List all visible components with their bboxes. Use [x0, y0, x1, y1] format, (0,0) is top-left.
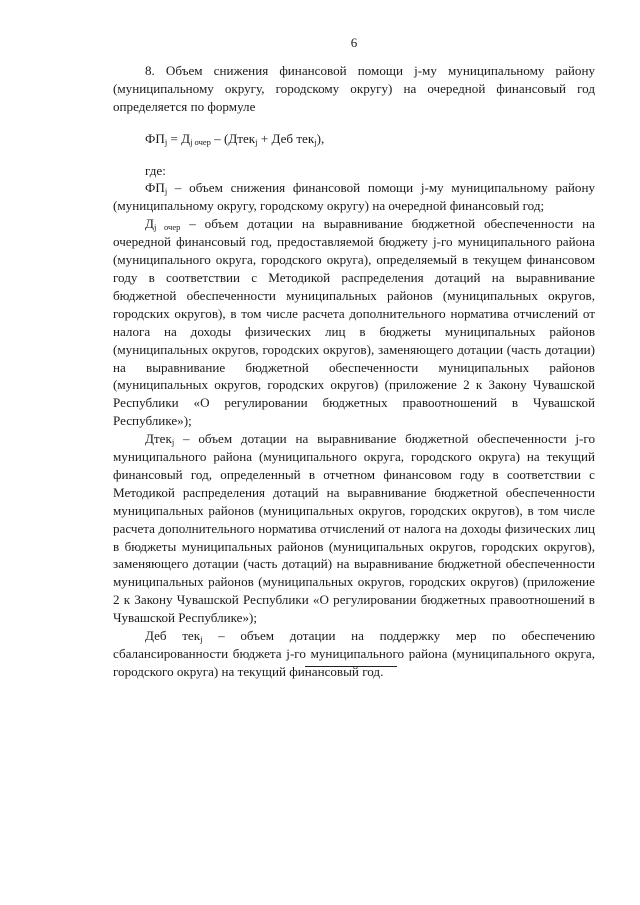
- formula-lhs-sub: j: [164, 136, 168, 147]
- definition-d-ocher: [113, 215, 595, 430]
- formula-mid-sub: j: [255, 136, 258, 147]
- definition-dtek-symbol: Дтек: [145, 431, 172, 447]
- definition-fp-symbol: ФП: [145, 180, 165, 196]
- definition-fp-sub: j: [164, 186, 168, 197]
- document-page: [113, 34, 595, 681]
- definition-deb-text: – объем дотации на поддержку мер по обеспечению сбалансированности бюджета j-го муниципального района (муниципального округа, городского округа) на текущий финансовый год.: [113, 628, 595, 679]
- definition-d-ocher-text: – объем дотации на выравнивание бюджетной обеспеченности на очередной финансовый год, предоставляемой бюджету j-го муниципального района (муниципального округа, городского округа), определяемый в текущем финансовом году в соответствии с Методикой распределения дотаций на выравнивание бюджетной обеспеченности муниципальных районов (муниципальных округов, городских округов), в том числе расчета дополнительного норматива отчислений от налога на доходы физических лиц в бюджеты муниципальных районов (муниципальных округов, городских округов), заменяющего дотации (часть дотации) на выравнивание бюджетной обеспеченности муниципальных районов (муниципальных округов, городских округов) (приложение 2 к Закону Чувашской Республики «О регулировании бюджетных правоотношений в Чувашской Республике»);: [113, 216, 595, 429]
- definition-d-ocher-symbol: Д: [145, 216, 154, 232]
- definition-dtek-text: – объем дотации на выравнивание бюджетной обеспеченности j-го муниципального района (муниципального округа, городского округа) на текущий финансовый год, определенный в отчетном финансовом году в соответствии с Методикой распределения дотаций на выравнивание бюджетной обеспеченности муниципальных районов (муниципальных округов, городских округов), в том числе расчета дополнительного норматива отчислений от налога на доходы физических лиц в бюджеты муниципальных районов (муниципальных округов, городских округов), заменяющего дотации (часть дотаций) на выравнивание бюджетной обеспеченности муниципальных районов (муниципальных округов, городских округов) (приложение 2 к Закону Чувашской Республики «О регулировании бюджетных правоотношений в Чувашской Республике»);: [113, 431, 595, 626]
- footer-divider: [305, 666, 397, 667]
- formula-eq-sub: j очер: [190, 136, 211, 147]
- definition-d-ocher-sub: j очер: [153, 222, 181, 233]
- clause-8-paragraph: 8. Объем снижения финансовой помощи j-му муниципальному району (муниципальному округу, городскому округу) на очередной финансовый год определяется по формуле: [113, 62, 595, 114]
- definition-deb-symbol: Деб тек: [145, 628, 201, 644]
- definition-fp: [113, 179, 595, 215]
- where-label: где:: [145, 162, 166, 178]
- definition-dtek: [113, 430, 595, 627]
- formula: [113, 130, 595, 148]
- formula-tail: + Деб тек: [257, 130, 315, 146]
- formula-lhs: ФП: [145, 130, 165, 146]
- formula-eq: = Д: [167, 130, 191, 146]
- formula-mid: – (Дтек: [210, 130, 256, 146]
- definition-deb-sub: j: [200, 634, 203, 645]
- definition-dtek-sub: j: [171, 437, 175, 448]
- page-number: 6: [350, 35, 358, 50]
- definition-fp-text: – объем снижения финансовой помощи j-му муниципальному району (муниципальному округу, городскому округу) на очередной финансовый год;: [113, 180, 595, 214]
- definition-deb: [113, 627, 595, 681]
- formula-end: ),: [316, 130, 325, 146]
- formula-tail-sub: j: [314, 136, 317, 147]
